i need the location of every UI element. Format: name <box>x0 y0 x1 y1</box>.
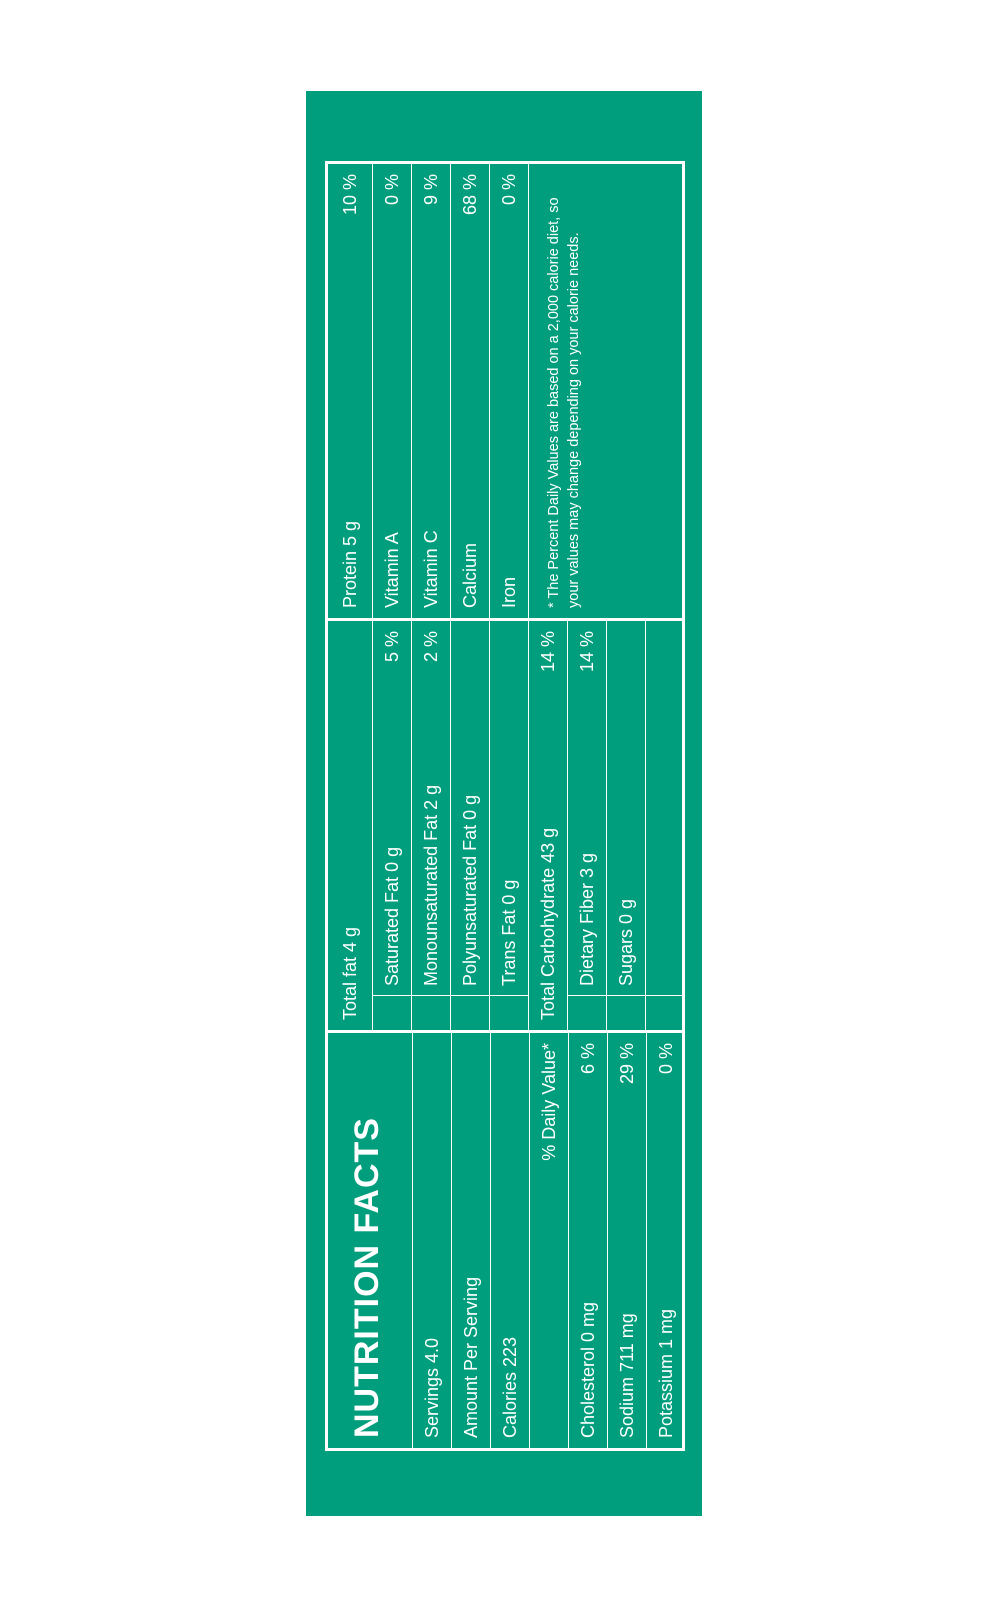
nutrient-percent: 0 % <box>381 174 402 206</box>
nutrient-row <box>490 621 528 1030</box>
nutrient-percent: 2 % <box>420 631 441 663</box>
footnote: * The Percent Daily Values are based on a 2,000 calorie diet, so your values may change depending on your calorie needs. <box>546 197 582 608</box>
nutrient-row <box>451 164 489 618</box>
nutrient-row <box>568 621 606 1030</box>
nutrient-row <box>451 621 489 1030</box>
nutrient-name: Protein 5 g <box>339 520 360 608</box>
nutrient-name: Vitamin C <box>420 530 441 608</box>
nutrient-row <box>328 621 372 1030</box>
nutrient-row <box>328 164 372 618</box>
nutrient-percent: 5 % <box>381 631 402 663</box>
nutrient-name: Sugars 0 g <box>615 898 636 986</box>
nutrient-name: Sodium 711 mg <box>616 1313 637 1438</box>
nutrient-row <box>373 621 411 1030</box>
nutrient-name: Saturated Fat 0 g <box>381 846 402 986</box>
nutrition-facts-label <box>325 161 685 1451</box>
nutrient-name: Total fat 4 g <box>339 926 360 1020</box>
column-divider <box>328 618 682 621</box>
nutrient-name: Dietary Fiber 3 g <box>576 852 597 986</box>
nutrient-name: Trans Fat 0 g <box>498 879 519 986</box>
calories: Calories 223 <box>499 1336 520 1438</box>
title: NUTRITION FACTS <box>347 1117 386 1438</box>
column-summary <box>328 1033 682 1448</box>
column-divider <box>328 1030 682 1033</box>
servings: Servings 4.0 <box>421 1337 442 1438</box>
nutrient-percent: 14 % <box>537 631 558 673</box>
nutrient-row <box>569 1033 607 1448</box>
amount-per-serving: Amount Per Serving <box>460 1276 481 1438</box>
nutrient-percent: 14 % <box>576 631 597 673</box>
column-vitamins <box>328 164 682 618</box>
nutrient-row <box>608 1033 646 1448</box>
column-fats-carbs <box>328 621 682 1030</box>
nutrient-percent: 0 % <box>655 1043 676 1075</box>
nutrient-row <box>412 164 450 618</box>
nutrient-row <box>607 621 645 1030</box>
nutrient-row <box>647 1033 685 1448</box>
nutrient-name: Total Carbohydrate 43 g <box>537 827 558 1020</box>
nutrient-percent: 9 % <box>420 174 441 206</box>
nutrient-name: Polyunsaturated Fat 0 g <box>459 794 480 986</box>
nutrient-percent: 6 % <box>577 1043 598 1075</box>
nutrient-row <box>412 621 450 1030</box>
nutrient-percent: 29 % <box>616 1043 637 1085</box>
nutrient-name: Iron <box>498 576 519 608</box>
nutrient-percent: 68 % <box>459 174 480 216</box>
nutrient-name: Potassium 1 mg <box>655 1308 676 1438</box>
nutrient-row <box>373 164 411 618</box>
nutrient-percent: 0 % <box>498 174 519 206</box>
nutrient-name: Calcium <box>459 542 480 608</box>
nutrient-name: Vitamin A <box>381 532 402 608</box>
nutrient-row <box>490 164 528 618</box>
nutrient-name: Monounsaturated Fat 2 g <box>420 784 441 986</box>
nutrient-row <box>529 621 567 1030</box>
nutrient-percent: 10 % <box>339 174 360 216</box>
daily-value-header: % Daily Value* <box>538 1043 559 1161</box>
nutrient-name: Cholesterol 0 mg <box>577 1301 598 1438</box>
